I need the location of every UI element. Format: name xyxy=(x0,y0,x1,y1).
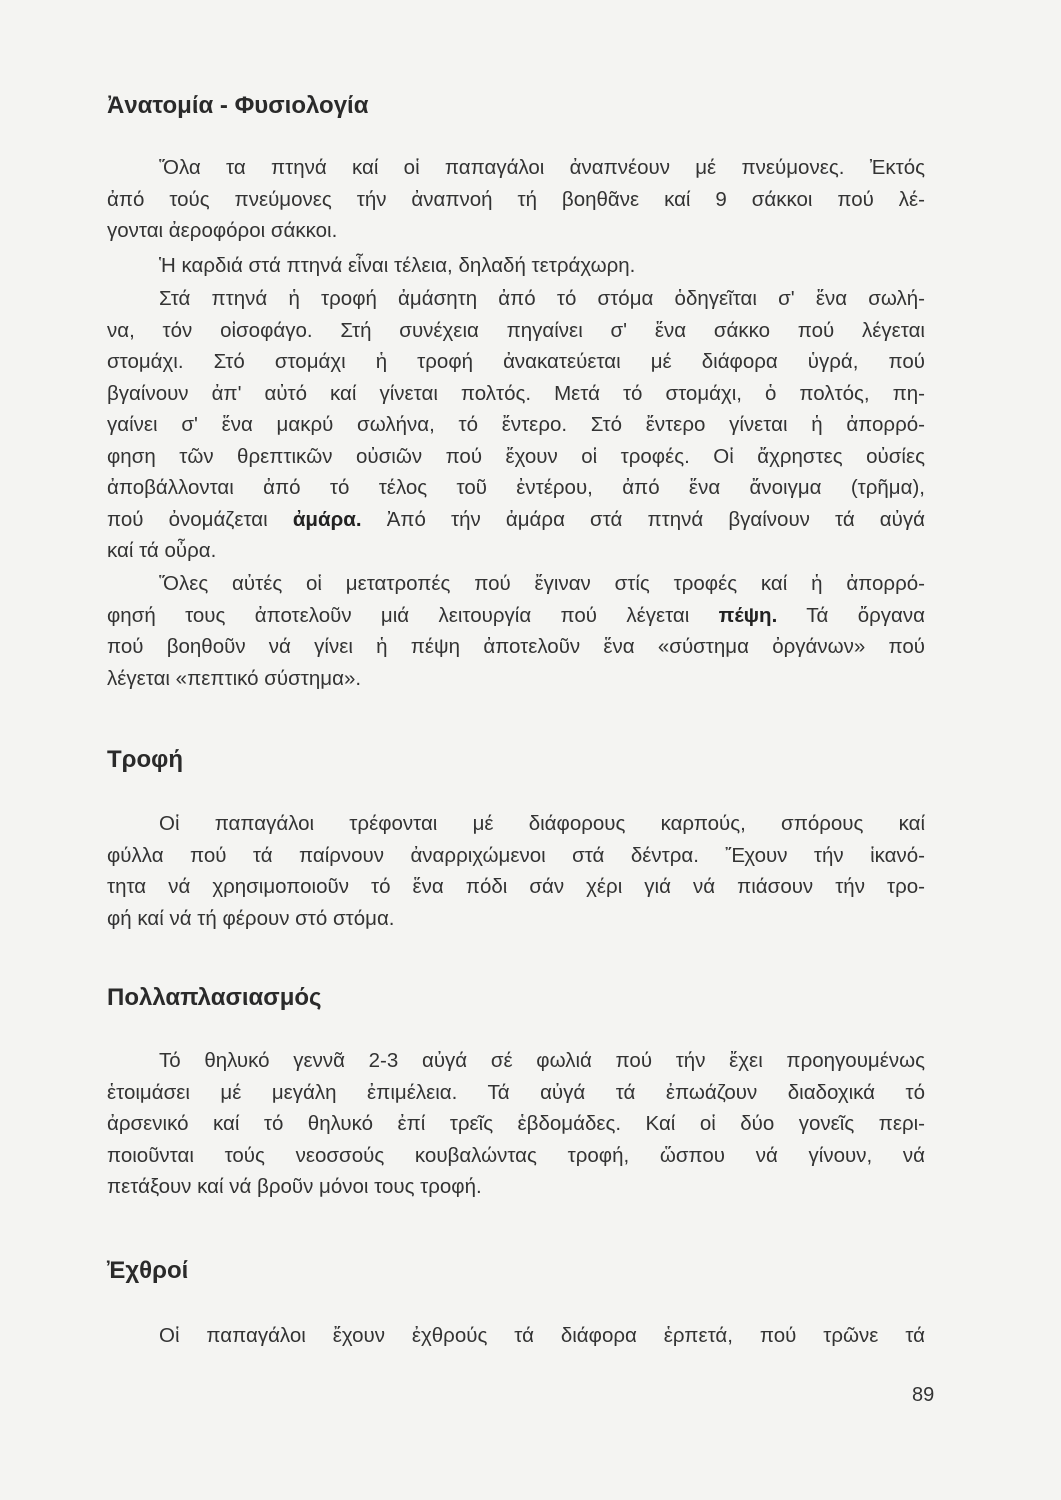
text-fragment: πού ὀνομάζεται xyxy=(107,507,268,531)
text-line: Ὅλα τα πτηνά καί οἱ παπαγάλοι ἀναπνέουν μέ πνεύμονες. Ἐκτός xyxy=(159,156,925,179)
paragraph-enemies xyxy=(107,1320,925,1352)
text-fragment: φησή τους ἀποτελοῦν μιά λειτουργία πού λέγεται xyxy=(107,603,690,627)
page-number: 89 xyxy=(912,1384,935,1406)
text-line: βγαίνουν ἀπ' αὐτό καί γίνεται πολτός. Μετά τό στομάχι, ὁ πολτός, πη- xyxy=(107,381,925,405)
text-line: γαίνει σ' ἕνα μακρύ σωλήνα, τό ἔντερο. Στό ἔντερο γίνεται ἡ ἀπορρό- xyxy=(107,413,925,436)
text-line: φηση τῶν θρεπτικῶν οὐσιῶν πού ἔχουν οἱ τροφές. Οἱ ἄχρηστες οὐσίες xyxy=(107,444,925,468)
text-line: Οἱ παπαγάλοι τρέφονται μέ διάφορους καρπούς, σπόρους καί xyxy=(159,812,925,835)
paragraph-digestion xyxy=(107,283,925,567)
text-line: Οἱ παπαγάλοι ἔχουν ἐχθρούς τά διάφορα ἑρπετά, πού τρῶνε τά xyxy=(159,1324,925,1347)
text-line: ἀπό τούς πνεύμονες τήν ἀναπνοή τή βοηθᾶνε καί 9 σάκκοι πού λέ- xyxy=(107,187,925,211)
text-fragment: Τά ὄργανα xyxy=(806,603,925,627)
text-line xyxy=(107,600,925,632)
section-heading-reproduction: Πολλαπλασιασμός xyxy=(107,984,322,1011)
text-line: πετάξουν καί νά βροῦν μόνοι τους τροφή. xyxy=(107,1175,482,1198)
section-heading-food: Τροφή xyxy=(107,746,183,773)
bold-term-pepsi: πέψη. xyxy=(718,603,778,627)
paragraph-pepsi xyxy=(107,568,925,694)
text-line: ἑτοιμάσει μέ μεγάλη ἐπιμέλεια. Τά αὐγά τά ἐπωάζουν διαδοχικά τό xyxy=(107,1080,925,1104)
paragraph-reproduction xyxy=(107,1045,925,1203)
paragraph-breathing xyxy=(107,152,925,247)
text-line: φή καί νά τή φέρουν στό στόμα. xyxy=(107,906,395,930)
text-line: Τό θηλυκό γεννᾶ 2-3 αὐγά σέ φωλιά πού τήν ἔχει προηγουμένως xyxy=(159,1049,925,1072)
text-line: Ὅλες αὐτές οἱ μετατροπές πού ἔγιναν στίς τροφές καί ἡ ἀπορρό- xyxy=(159,572,925,595)
text-line: Ἡ καρδιά στά πτηνά εἶναι τέλεια, δηλαδή τετράχωρη. xyxy=(159,254,636,277)
paragraph-heart xyxy=(107,250,925,282)
section-heading-anatomy: Ἀνατομία - Φυσιολογία xyxy=(107,92,369,119)
text-line: λέγεται «πεπτικό σύστημα». xyxy=(107,666,362,690)
text-line xyxy=(107,504,925,536)
bold-term-amara: ἀμάρα. xyxy=(292,507,362,531)
text-fragment: Ἀπό τήν ἀμάρα στά πτηνά βγαίνουν τά αὐγά xyxy=(386,507,925,531)
paragraph-food xyxy=(107,808,925,934)
text-line: φύλλα πού τά παίρνουν ἀναρριχώμενοι στά δέντρα. Ἔχουν τήν ἱκανό- xyxy=(107,843,925,867)
text-line: τητα νά χρησιμοποιοῦν τό ἕνα πόδι σάν χέρι γιά νά πιάσουν τήν τρο- xyxy=(107,875,925,898)
text-line: καί τά οὖρα. xyxy=(107,539,217,562)
text-line: γονται ἀεροφόροι σάκκοι. xyxy=(107,219,338,242)
text-line: ποιοῦνται τούς νεοσσούς κουβαλώντας τροφή, ὥσπου νά γίνουν, νά xyxy=(107,1143,925,1167)
text-line: ἀποβάλλονται ἀπό τό τέλος τοῦ ἐντέρου, ἀπό ἕνα ἄνοιγμα (τρῆμα), xyxy=(107,476,925,499)
text-line: ἀρσενικό καί τό θηλυκό ἐπί τρεῖς ἑβδομάδες. Καί οἱ δύο γονεῖς περι- xyxy=(107,1112,925,1135)
text-line: πού βοηθοῦν νά γίνει ἡ πέψη ἀποτελοῦν ἕνα «σύστημα ὀργάνων» πού xyxy=(107,635,925,658)
text-line: Στά πτηνά ἡ τροφή ἀμάσητη ἀπό τό στόμα ὁδηγεῖται σ' ἕνα σωλή- xyxy=(159,287,925,310)
text-line: να, τόν οἰσοφάγο. Στή συνέχεια πηγαίνει σ' ἕνα σάκκο πού λέγεται xyxy=(107,318,925,342)
section-heading-enemies: Ἐχθροί xyxy=(107,1257,189,1284)
text-line: στομάχι. Στό στομάχι ἡ τροφή ἀνακατεύεται μέ διάφορα ὑγρά, πού xyxy=(107,350,925,373)
